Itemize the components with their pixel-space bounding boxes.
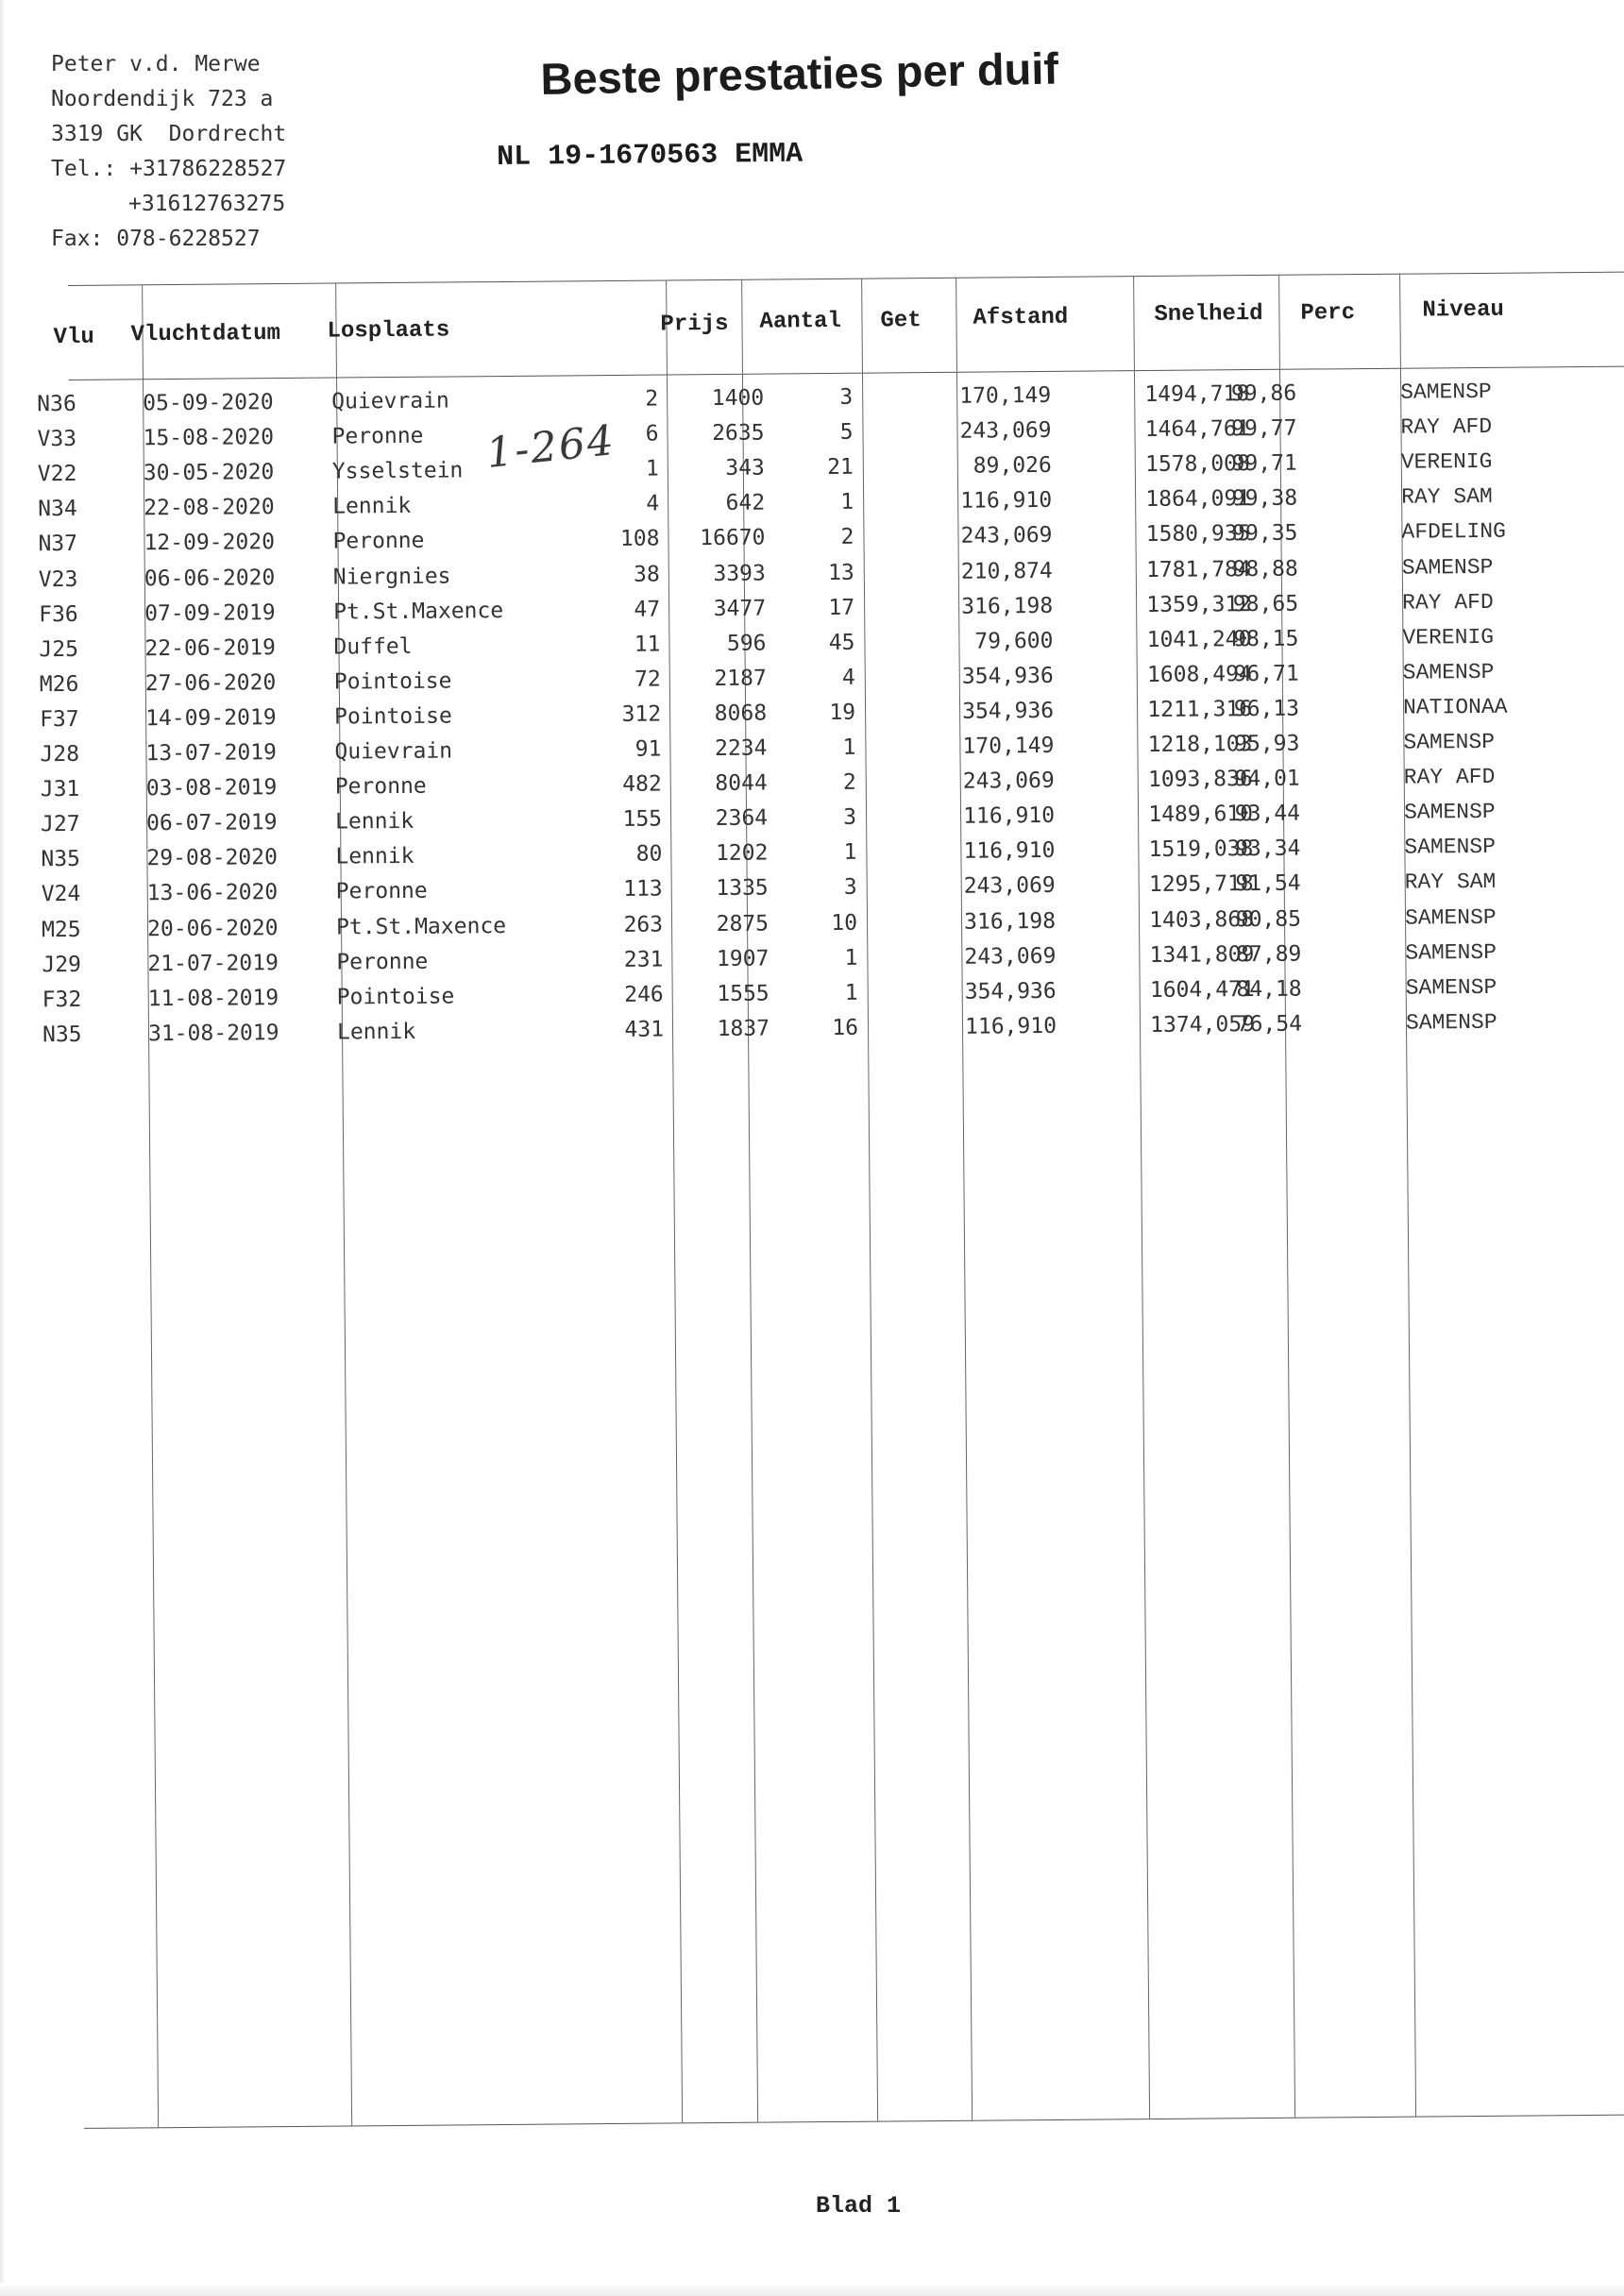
cell-aantal: 2187 [714,666,767,691]
cell-perc: 96,13 [1233,696,1300,722]
sender-fax: Fax: 078-6228527 [51,227,261,251]
cell-prijs: 91 [634,736,662,762]
cell-get: 16 [832,1015,859,1040]
cell-perc: 96,71 [1233,661,1299,687]
cell-prijs: 431 [624,1017,665,1042]
cell-afstand: 79,600 [974,628,1054,654]
sender-address [51,47,286,257]
cell-perc: 98,15 [1233,626,1299,651]
cell-get: 1 [844,945,858,971]
cell-datum: 05-09-2020 [143,390,274,416]
cell-afstand: 243,069 [962,768,1055,794]
cell-niveau: SAMENSP [1400,379,1492,405]
cell-snelheid: 1608,494 [1146,661,1252,687]
cell-get: 1 [840,490,854,515]
cell-get: 1 [843,840,857,866]
cell-prijs: 482 [622,771,662,797]
results-table [37,259,1624,2160]
page-number: Blad 1 [816,2192,902,2220]
cell-losplaats: Pointoise [334,703,452,730]
cell-prijs: 263 [623,912,664,937]
cell-datum: 29-08-2020 [146,845,279,871]
cell-vlu: M25 [41,917,81,942]
cell-snelheid: 1489,610 [1148,802,1254,828]
cell-aantal: 642 [725,490,766,516]
cell-aantal: 3477 [713,596,767,621]
cell-aantal: 8068 [714,701,768,726]
cell-vlu: N35 [42,1021,82,1048]
cell-vlu: N36 [37,391,76,417]
cell-get: 1 [844,980,858,1005]
cell-snelheid: 1403,868 [1149,906,1255,933]
cell-get: 2 [842,769,856,795]
header-vlu: Vlu [53,324,94,351]
handwritten-note: 1-264 [483,415,618,479]
cell-perc: 91,54 [1235,871,1301,897]
cell-perc: 93,34 [1235,836,1301,862]
cell-niveau: VERENIG [1400,449,1493,475]
cell-afstand: 316,198 [961,593,1054,619]
cell-perc: 76,54 [1236,1011,1303,1038]
cell-niveau: SAMENSP [1405,1009,1497,1036]
cell-perc: 99,77 [1231,415,1297,442]
header-prijs: Prijs [660,311,729,338]
cell-datum: 30-05-2020 [143,460,275,486]
cell-get: 4 [841,665,855,690]
cell-snelheid: 1359,312 [1146,591,1252,617]
cell-perc: 98,88 [1232,556,1298,582]
cell-prijs: 1 [645,456,659,481]
cell-niveau: SAMENSP [1401,554,1494,581]
cell-prijs: 38 [634,562,660,587]
cell-losplaats: Lennik [334,809,414,835]
cell-prijs: 155 [622,806,663,833]
cell-aantal: 2875 [716,911,770,937]
cell-datum: 22-08-2020 [144,495,275,521]
cell-afstand: 243,069 [960,523,1053,549]
scan-edge-shadow [0,0,6,2296]
cell-vlu: J29 [42,952,82,977]
cell-afstand: 316,198 [963,908,1057,935]
cell-niveau: SAMENSP [1404,904,1497,931]
cell-niveau: RAY AFD [1400,414,1493,440]
cell-vlu: V22 [37,462,77,487]
cell-niveau: SAMENSP [1403,800,1496,825]
cell-datum: 14-09-2019 [145,704,277,732]
cell-vlu: J31 [40,777,80,802]
cell-prijs: 2 [645,386,659,412]
scan-bottom-shadow [0,2283,1624,2296]
cell-afstand: 116,910 [963,803,1056,829]
cell-vlu: V23 [38,566,78,592]
cell-perc: 95,93 [1234,731,1300,757]
table-top-rule [68,272,1624,286]
cell-vlu: V33 [37,427,77,452]
cell-snelheid: 1218,103 [1147,732,1253,758]
cell-losplaats: Ysselstein [331,458,464,484]
cell-losplaats: Duffel [333,633,413,660]
cell-datum: 06-07-2019 [145,810,278,836]
cell-losplaats: Peronne [331,423,424,449]
header-perc: Perc [1300,300,1356,327]
cell-datum: 03-08-2019 [145,775,278,802]
cell-get: 19 [829,700,856,725]
cell-aantal: 2635 [712,420,765,447]
sender-tel [51,152,286,187]
cell-aantal: 2364 [715,805,769,832]
cell-niveau: RAY AFD [1403,764,1496,790]
cell-snelheid: 1341,809 [1149,941,1255,968]
cell-afstand: 116,910 [960,488,1053,515]
cell-datum: 22-06-2019 [144,634,277,661]
cell-datum: 31-08-2019 [147,1020,279,1047]
header-niveau: Niveau [1422,296,1504,324]
cell-losplaats: Peronne [334,773,427,800]
cell-losplaats: Pt.St.Maxence [335,913,507,940]
cell-aantal: 1202 [715,840,769,867]
cell-vlu: F37 [40,706,79,733]
cell-perc: 99,38 [1231,485,1298,512]
cell-aantal: 1837 [717,1016,770,1041]
header-aantal: Aantal [759,308,842,335]
cell-aantal: 343 [725,455,765,481]
cell-vlu: N35 [41,847,81,872]
cell-afstand: 170,149 [962,733,1055,759]
cell-vlu: M26 [39,671,79,698]
cell-datum: 21-07-2019 [147,950,279,976]
cell-perc: 90,85 [1235,906,1302,932]
header-afstand: Afstand [973,304,1069,331]
table-bottom-rule [84,2115,1624,2129]
table-header-rule [69,366,1624,380]
cell-prijs: 312 [621,701,662,727]
cell-snelheid: 1519,038 [1148,836,1254,863]
cell-afstand: 354,936 [962,698,1055,724]
cell-datum: 11-08-2019 [147,985,279,1011]
cell-afstand: 170,149 [959,382,1052,409]
header-vluchtdatum: Vluchtdatum [130,321,281,348]
cell-get: 17 [828,595,855,620]
cell-losplaats: Lennik [336,1019,416,1045]
sender-city: 3319 GK Dordrecht [51,122,287,146]
cell-prijs: 108 [619,526,660,552]
cell-losplaats: Pointoise [333,668,452,695]
cell-snelheid: 1494,718 [1144,381,1250,408]
cell-aantal: 1555 [717,981,770,1006]
cell-afstand: 116,910 [963,838,1056,865]
cell-niveau: NATIONAA [1402,694,1508,720]
cell-get: 3 [843,875,857,901]
cell-datum: 27-06-2020 [144,669,277,697]
header-snelheid: Snelheid [1154,300,1263,328]
cell-get: 3 [839,384,854,410]
cell-vlu: N37 [38,532,78,557]
cell-datum: 20-06-2020 [146,915,279,941]
cell-datum: 12-09-2020 [144,530,276,556]
cell-snelheid: 1781,784 [1145,556,1251,582]
cell-afstand: 243,069 [963,873,1056,900]
cell-snelheid: 1211,316 [1147,696,1253,722]
cell-afstand: 354,936 [964,978,1057,1004]
cell-datum: 06-06-2020 [144,565,276,591]
cell-niveau: SAMENSP [1402,659,1495,685]
cell-snelheid: 1041,240 [1146,626,1252,652]
cell-perc: 99,86 [1230,380,1297,407]
cell-aantal: 8044 [715,770,768,797]
cell-niveau: SAMENSP [1405,939,1497,966]
cell-prijs: 11 [634,632,661,657]
cell-get: 2 [840,525,854,550]
cell-afstand: 243,069 [964,943,1057,970]
cell-perc: 84,18 [1236,976,1302,1002]
cell-snelheid: 1093,836 [1147,767,1253,793]
cell-niveau: SAMENSP [1404,835,1497,860]
cell-losplaats: Lennik [332,494,412,519]
cell-perc: 94,01 [1234,766,1300,792]
cell-perc: 98,65 [1232,591,1299,616]
cell-losplaats: Peronne [332,529,425,554]
cell-afstand: 243,069 [959,418,1052,444]
cell-losplaats: Quievrain [331,388,449,414]
cell-vlu: J28 [40,741,80,768]
cell-afstand: 354,936 [961,663,1054,689]
cell-aantal: 1907 [716,946,770,971]
cell-prijs: 47 [634,597,661,622]
tel-number-2: +31612763275 [128,192,286,216]
cell-niveau: AFDELING [1401,519,1506,546]
cell-niveau: RAY SAM [1404,869,1497,896]
cell-snelheid: 1295,718 [1148,871,1254,898]
tel-number-1: +31786228527 [129,157,287,181]
cell-losplaats: Pointoise [336,984,455,1010]
cell-prijs: 6 [645,421,659,447]
cell-niveau: SAMENSP [1403,729,1496,755]
cell-vlu: J27 [40,812,80,837]
cell-losplaats: Niergnies [332,563,451,590]
cell-perc: 87,89 [1235,941,1302,967]
page-title: Beste prestaties per duif [540,42,1059,104]
cell-aantal: 16670 [700,525,766,551]
cell-snelheid: 1464,761 [1144,416,1250,443]
cell-vlu: J25 [39,636,79,662]
sender-name: Peter v.d. Merwe [51,52,261,76]
cell-get: 10 [831,910,858,936]
cell-get: 21 [827,454,854,481]
cell-prijs: 4 [646,491,660,516]
cell-get: 1 [842,734,856,760]
sender-street: Noordendijk 723 a [51,87,274,111]
cell-afstand: 116,910 [964,1013,1057,1039]
cell-perc: 93,44 [1234,801,1301,827]
cell-get: 45 [828,630,855,655]
tel-label: Tel.: [51,157,117,181]
cell-vlu: F32 [42,987,82,1012]
cell-get: 5 [839,419,854,445]
cell-perc: 99,35 [1232,521,1298,547]
header-get: Get [880,308,922,334]
cell-aantal: 2234 [714,735,768,762]
cell-aantal: 596 [726,631,767,656]
cell-afstand: 210,874 [960,558,1053,584]
cell-vlu: N34 [38,497,77,522]
cell-aantal: 3393 [713,561,766,586]
cell-get: 13 [827,560,854,585]
cell-losplaats: Quievrain [334,738,453,765]
cell-losplaats: Peronne [335,879,428,904]
cell-datum: 07-09-2019 [144,599,276,626]
cell-prijs: 231 [623,947,664,972]
cell-niveau: VERENIG [1402,624,1495,650]
cell-afstand: 89,026 [973,453,1052,479]
cell-prijs: 113 [623,876,663,903]
cell-aantal: 1335 [716,875,769,902]
cell-datum: 15-08-2020 [143,425,275,451]
cell-vlu: F36 [39,601,78,627]
cell-prijs: 80 [635,841,663,868]
cell-snelheid: 1578,008 [1144,451,1250,478]
cell-datum: 13-06-2020 [146,880,279,906]
cell-datum: 13-07-2019 [145,740,278,767]
cell-snelheid: 1580,935 [1145,521,1251,548]
cell-niveau: RAY AFD [1401,589,1494,616]
cell-get: 3 [843,804,857,831]
cell-prijs: 246 [624,982,664,1007]
cell-niveau: SAMENSP [1405,974,1497,1001]
cell-snelheid: 1604,471 [1149,976,1255,1003]
cell-losplaats: Peronne [336,949,429,975]
header-losplaats: Losplaats [327,317,450,345]
pigeon-id: NL 19-1670563 EMMA [497,138,804,174]
cell-losplaats: Pt.St.Maxence [333,598,504,625]
cell-niveau: RAY SAM [1401,484,1493,510]
cell-perc: 99,71 [1231,450,1297,477]
cell-losplaats: Lennik [335,844,414,869]
cell-prijs: 72 [634,667,661,692]
cell-vlu: V24 [41,882,81,907]
cell-snelheid: 1864,091 [1145,486,1251,513]
cell-aantal: 1400 [711,385,765,412]
cell-snelheid: 1374,059 [1150,1011,1256,1038]
